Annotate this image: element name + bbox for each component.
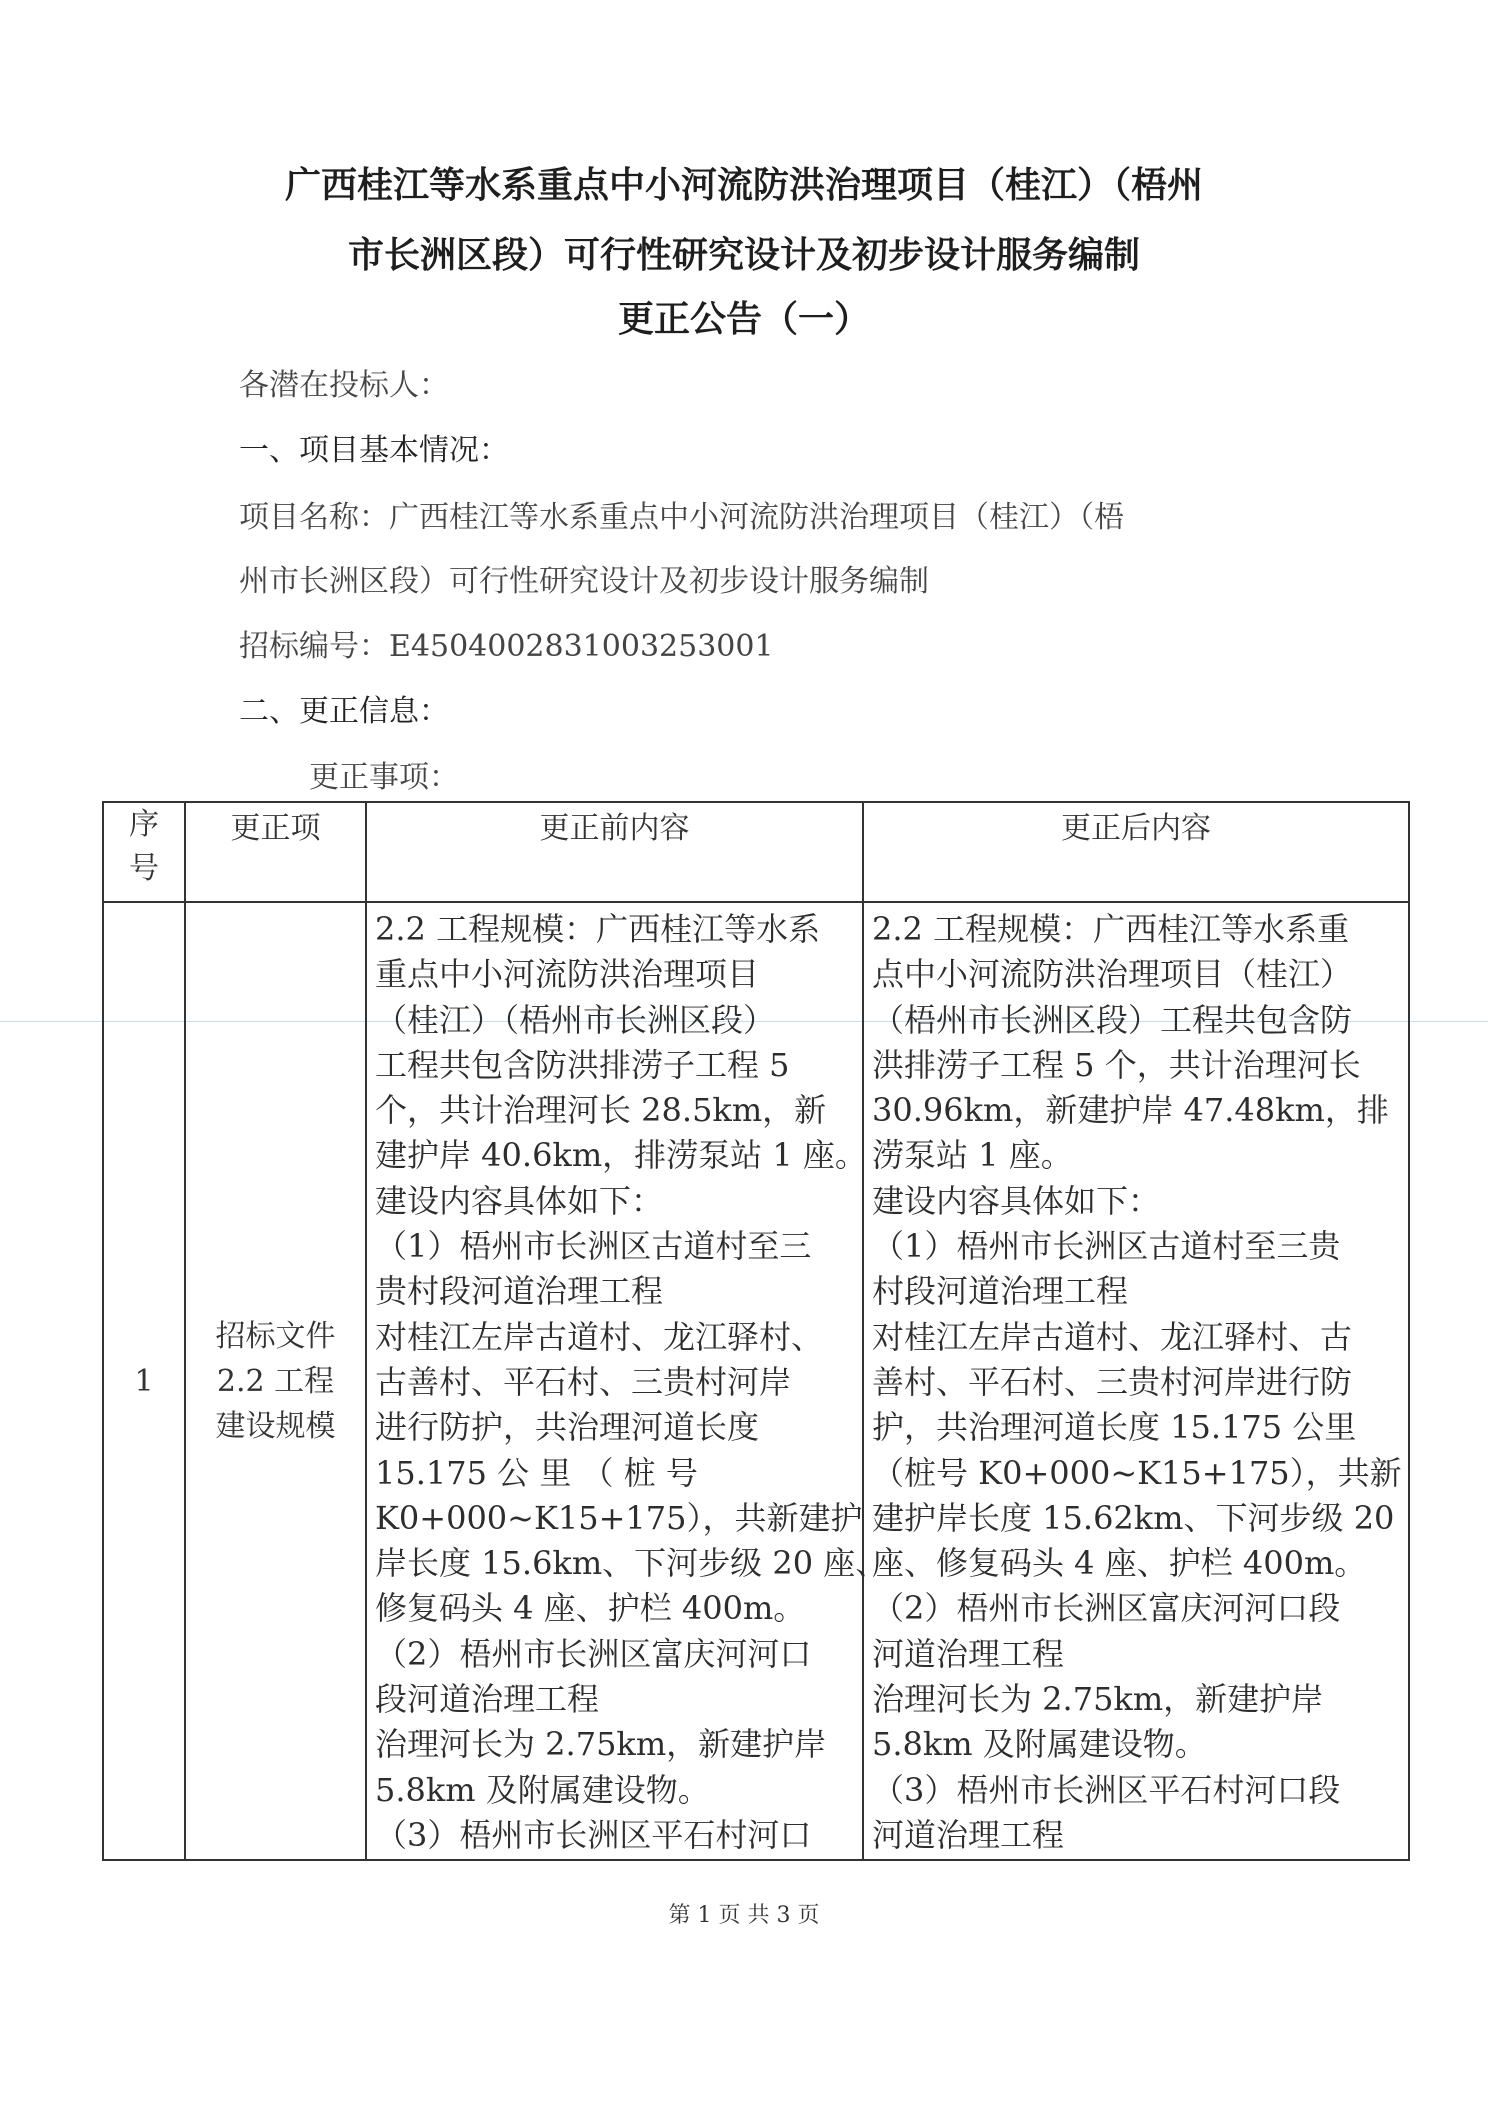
header-before: 更正前内容: [366, 802, 863, 902]
before-line: （桂江）（梧州市长洲区段）: [375, 1000, 776, 1039]
row-seq: 1: [103, 902, 185, 1860]
before-line: （3）梧州市长洲区平石村河口: [375, 1815, 812, 1854]
header-after: 更正后内容: [863, 802, 1409, 902]
tender-number: 招标编号：E4504002831003253001: [239, 629, 774, 664]
after-line: （1）梧州市长洲区古道村至三贵: [872, 1227, 1341, 1266]
before-line: 修复码头 4 座、护栏 400m。: [375, 1589, 806, 1628]
before-line: 建护岸 40.6km，排涝泵站 1 座。: [375, 1136, 867, 1175]
before-line: 对桂江左岸古道村、龙江驿村、: [375, 1317, 824, 1356]
title-line-2: 市长洲区段）可行性研究设计及初步设计服务编制: [347, 235, 1140, 276]
after-line: （3）梧州市长洲区平石村河口段: [872, 1770, 1341, 1809]
project-name-line-2: 州市长洲区段）可行性研究设计及初步设计服务编制: [239, 564, 929, 599]
before-line: （2）梧州市长洲区富庆河河口: [375, 1634, 812, 1673]
table-row: [103, 902, 1409, 1860]
row-item-line: 建设规模: [215, 1408, 336, 1444]
header-seq-bottom: 号: [129, 851, 159, 886]
section2-subheading: 更正事项：: [309, 760, 459, 795]
section1-heading: 一、项目基本情况：: [239, 433, 509, 468]
header-seq-top: 序: [129, 807, 159, 842]
before-line: 5.8km 及附属建设物。: [375, 1770, 710, 1809]
correction-table: [102, 801, 1410, 1861]
after-line: 村段河道治理工程: [872, 1272, 1129, 1311]
before-line: 岸长度 15.6km、下河步级 20 座、: [375, 1544, 888, 1583]
before-line: 贵村段河道治理工程: [375, 1272, 664, 1311]
before-line: 个，共计治理河长 28.5km，新: [375, 1091, 827, 1130]
after-content: [863, 902, 1409, 1860]
before-line: 治理河长为 2.75km，新建护岸: [375, 1725, 827, 1764]
page-footer: 第 1 页 共 3 页: [668, 1903, 820, 1928]
after-line: 河道治理工程: [872, 1815, 1065, 1854]
after-line: 治理河长为 2.75km，新建护岸: [872, 1680, 1324, 1719]
before-line: K0+000~K15+175），共新建护: [375, 1498, 863, 1537]
after-line: 建护岸长度 15.62km、下河步级 20: [872, 1498, 1395, 1537]
before-line: 工程共包含防洪排涝子工程 5: [375, 1045, 790, 1084]
before-line: （1）梧州市长洲区古道村至三: [375, 1227, 812, 1266]
header-item: 更正项: [185, 802, 366, 902]
before-content: [366, 902, 888, 1860]
after-line: 涝泵站 1 座。: [872, 1136, 1073, 1175]
after-line: （桩号 K0+000~K15+175），共新: [872, 1453, 1402, 1492]
before-line: 15.175 公 里 （ 桩 号: [375, 1453, 698, 1492]
after-line: 点中小河流防洪治理项目（桂江）: [872, 955, 1353, 994]
after-line: 善村、平石村、三贵村河岸进行防: [872, 1362, 1353, 1401]
project-name-line-1: 项目名称：广西桂江等水系重点中小河流防洪治理项目（桂江）（梧: [239, 500, 1124, 535]
row-item-line: 2.2 工程: [216, 1363, 335, 1399]
after-line: （2）梧州市长洲区富庆河河口段: [872, 1589, 1341, 1628]
after-line: 建设内容具体如下：: [872, 1181, 1161, 1220]
salutation: 各潜在投标人：: [239, 368, 449, 403]
after-line: 30.96km，新建护岸 47.48km，排: [872, 1091, 1389, 1130]
after-line: 5.8km 及附属建设物。: [872, 1725, 1207, 1764]
row-item-line: 招标文件: [215, 1318, 336, 1354]
before-line: 重点中小河流防洪治理项目: [375, 955, 760, 994]
after-line: （梧州市长洲区段）工程共包含防: [872, 1000, 1353, 1039]
before-line: 建设内容具体如下：: [375, 1181, 664, 1220]
title-line-1: 广西桂江等水系重点中小河流防洪治理项目（桂江）（梧州: [284, 165, 1203, 206]
before-line: 进行防护，共治理河道长度: [375, 1408, 760, 1447]
after-line: 河道治理工程: [872, 1634, 1065, 1673]
after-line: 对桂江左岸古道村、龙江驿村、古: [872, 1317, 1353, 1356]
after-line: 2.2 工程规模：广西桂江等水系重: [872, 910, 1350, 948]
after-line: 座、修复码头 4 座、护栏 400m。: [872, 1544, 1367, 1583]
before-line: 古善村、平石村、三贵村河岸: [375, 1362, 792, 1401]
section2-heading: 二、更正信息：: [239, 694, 449, 729]
table-header-row: [103, 802, 1409, 902]
after-line: 护，共治理河道长度 15.175 公里: [872, 1408, 1357, 1447]
title-line-3: 更正公告（一）: [617, 299, 870, 340]
after-line: 洪排涝子工程 5 个，共计治理河长: [872, 1045, 1361, 1084]
row-item: [185, 902, 366, 1860]
before-line: 段河道治理工程: [375, 1680, 600, 1719]
before-line: 2.2 工程规模：广西桂江等水系: [375, 910, 821, 948]
header-seq: [103, 802, 185, 902]
